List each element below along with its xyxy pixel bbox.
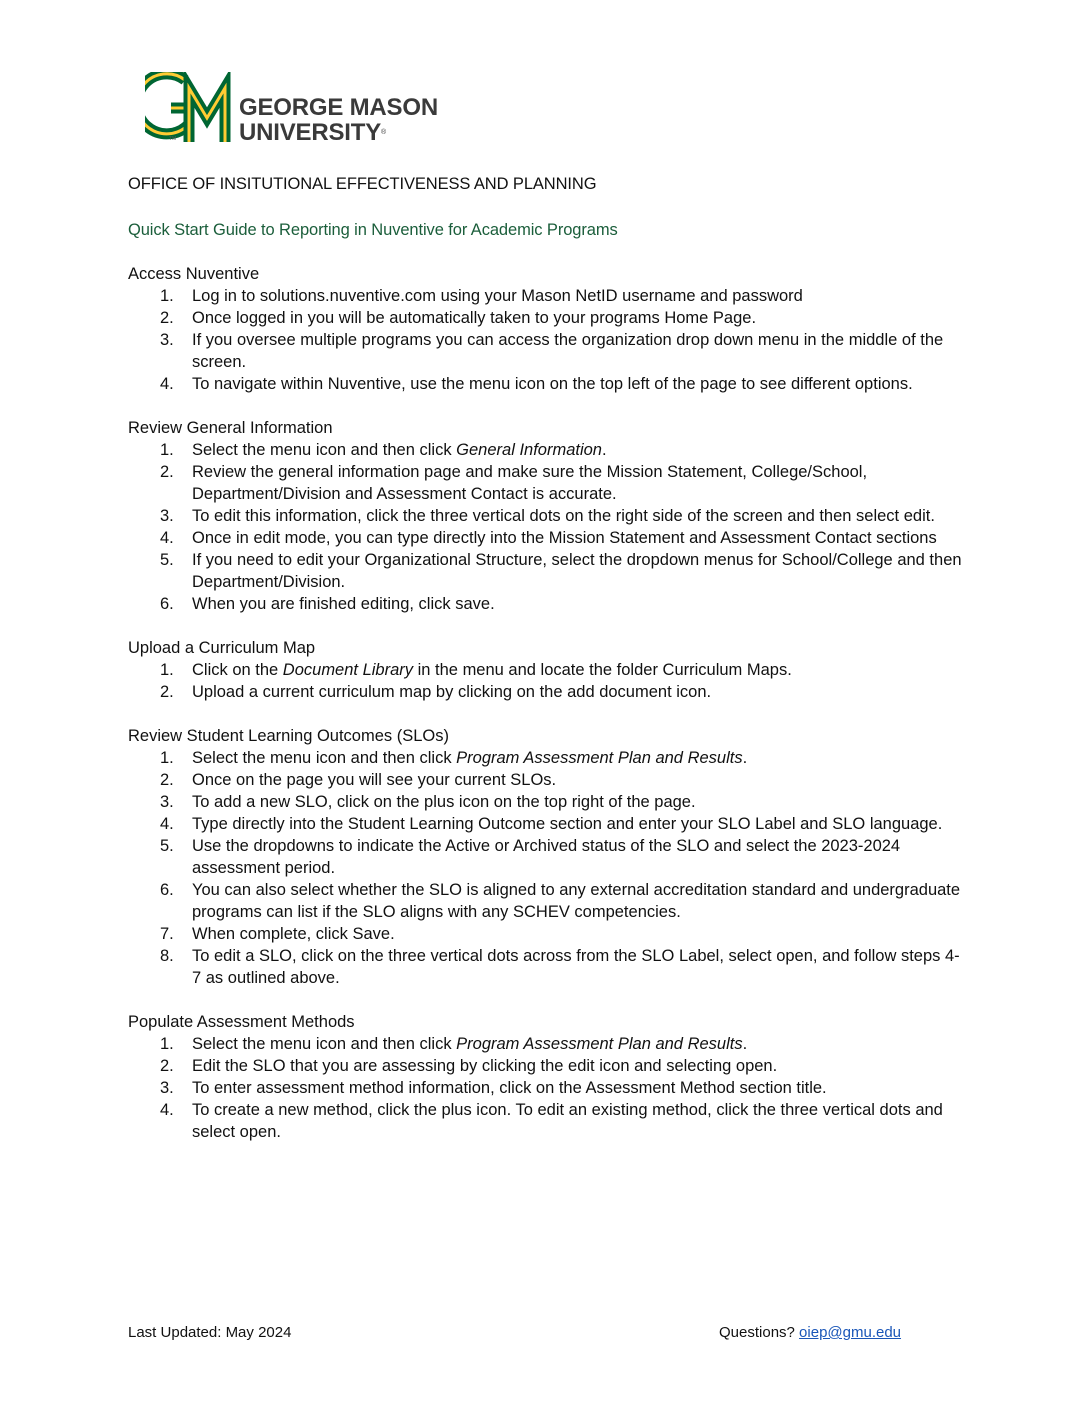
step-emphasis: Program Assessment Plan and Results [456,1035,743,1053]
step-item [128,285,968,307]
step-number: 3. [160,793,174,811]
step-number: 4. [160,375,174,393]
section-heading: Populate Assessment Methods [128,1013,355,1031]
step-number: 8. [160,947,174,965]
step-text: To enter assessment method information, click on the Assessment Method section title. [192,1079,827,1097]
step-item [128,835,968,879]
questions-contact [719,1324,901,1341]
step-emphasis: Program Assessment Plan and Results [456,749,743,767]
section [128,1011,968,1143]
step-text: When you are finished editing, click save. [192,595,495,613]
step-item [128,307,968,329]
step-number: 5. [160,551,174,569]
step-item [128,1077,968,1099]
step-item [128,1099,968,1143]
section-heading: Review Student Learning Outcomes (SLOs) [128,727,449,745]
step-item [128,1033,968,1055]
step-number: 6. [160,595,174,613]
logo-trademark: TM [169,136,177,142]
step-item [128,879,968,923]
step-text: To create a new method, click the plus icon. To edit an existing method, click the three vertical dots and select open. [192,1101,943,1141]
step-item [128,593,968,615]
email-link[interactable]: oiep@gmu.edu [799,1324,902,1341]
step-list [128,747,968,989]
step-number: 4. [160,815,174,833]
section [128,637,968,703]
step-text-end: . [742,1035,748,1053]
step-number: 2. [160,1057,174,1075]
step-text: If you need to edit your Organizational Structure, select the dropdown menus for School/College and then Department/Division. [192,551,962,591]
step-text: If you oversee multiple programs you can access the organization drop down menu in the middle of the screen. [192,331,944,371]
step-text-end: in the menu and locate the folder Curriculum Maps. [413,661,792,679]
section-heading: Review General Information [128,419,333,437]
step-text: Once on the page you will see your current SLOs. [192,771,557,789]
step-text: Select the menu icon and then click [192,1035,457,1053]
step-text: Select the menu icon and then click [192,441,457,459]
step-item [128,439,968,461]
step-text: Upload a current curriculum map by clicking on the add document icon. [192,683,712,701]
step-number: 4. [160,1101,174,1119]
step-text-end: . [601,441,607,459]
step-text: To edit this information, click the three vertical dots on the right side of the screen and then select edit. [192,507,935,525]
office-title: OFFICE OF INSITUTIONAL EFFECTIVENESS AND PLANNING [128,175,597,193]
guide-title: Quick Start Guide to Reporting in Nuventive for Academic Programs [128,221,618,239]
step-number: 3. [160,507,174,525]
step-number: 1. [160,661,174,679]
step-item [128,329,968,373]
last-updated: Last Updated: May 2024 [128,1324,292,1341]
step-text: Edit the SLO that you are assessing by clicking the edit icon and selecting open. [192,1057,778,1075]
logo-line-1: GEORGE MASON [239,94,438,121]
step-text: Once logged in you will be automatically taken to your programs Home Page. [192,309,757,327]
step-number: 2. [160,463,174,481]
step-item [128,813,968,835]
step-item [128,659,968,681]
gm-logo-icon [145,72,237,148]
section [128,725,968,989]
step-text: Select the menu icon and then click [192,749,457,767]
step-number: 3. [160,1079,174,1097]
step-item [128,747,968,769]
step-item [128,769,968,791]
step-text: You can also select whether the SLO is aligned to any external accreditation standard and undergraduate programs can list if the SLO aligns with any SCHEV competencies. [192,881,961,921]
step-number: 1. [160,749,174,767]
step-emphasis: Document Library [282,661,414,679]
logo-wordmark [239,95,438,145]
step-text: To edit a SLO, click on the three vertical dots across from the SLO Label, select open, and follow steps 4-7 as outlined above. [192,947,960,987]
step-text: Type directly into the Student Learning Outcome section and enter your SLO Label and SLO language. [192,815,943,833]
section-heading: Access Nuventive [128,265,260,283]
step-number: 2. [160,309,174,327]
step-text: Log in to solutions.nuventive.com using your Mason NetID username and password [192,287,803,305]
step-list [128,659,968,703]
step-text: Click on the [192,661,283,679]
section [128,263,968,395]
step-item [128,527,968,549]
step-item [128,923,968,945]
logo-registered: ® [381,129,386,136]
step-number: 2. [160,683,174,701]
step-text-end: . [742,749,748,767]
section [128,417,968,615]
logo-line-2 [239,120,438,145]
step-text: When complete, click Save. [192,925,395,943]
step-item [128,681,968,703]
step-number: 6. [160,881,174,899]
step-number: 7. [160,925,174,943]
step-number: 3. [160,331,174,349]
step-number: 5. [160,837,174,855]
step-item [128,549,968,593]
step-text: Review the general information page and make sure the Mission Statement, College/School, Department/Division and Assessment Contact is accurate. [192,463,868,503]
step-list [128,439,968,615]
questions-label: Questions? [719,1324,800,1341]
step-list [128,1033,968,1143]
step-number: 1. [160,1035,174,1053]
step-list [128,285,968,395]
step-item [128,945,968,989]
step-text: Once in edit mode, you can type directly into the Mission Statement and Assessment Contact sections [192,529,937,547]
guide-content [128,263,968,1165]
step-item [128,461,968,505]
section-heading: Upload a Curriculum Map [128,639,316,657]
step-item [128,791,968,813]
step-number: 2. [160,771,174,789]
step-item [128,1055,968,1077]
step-item [128,373,968,395]
step-text: To navigate within Nuventive, use the menu icon on the top left of the page to see different options. [192,375,913,393]
step-item [128,505,968,527]
step-number: 4. [160,529,174,547]
step-number: 1. [160,441,174,459]
step-emphasis: General Information [456,441,602,459]
step-text: To add a new SLO, click on the plus icon on the top right of the page. [192,793,696,811]
step-number: 1. [160,287,174,305]
logo-line-2-text: UNIVERSITY [239,119,382,146]
step-text: Use the dropdowns to indicate the Active or Archived status of the SLO and select the 2023-2024 assessment period. [192,837,901,877]
